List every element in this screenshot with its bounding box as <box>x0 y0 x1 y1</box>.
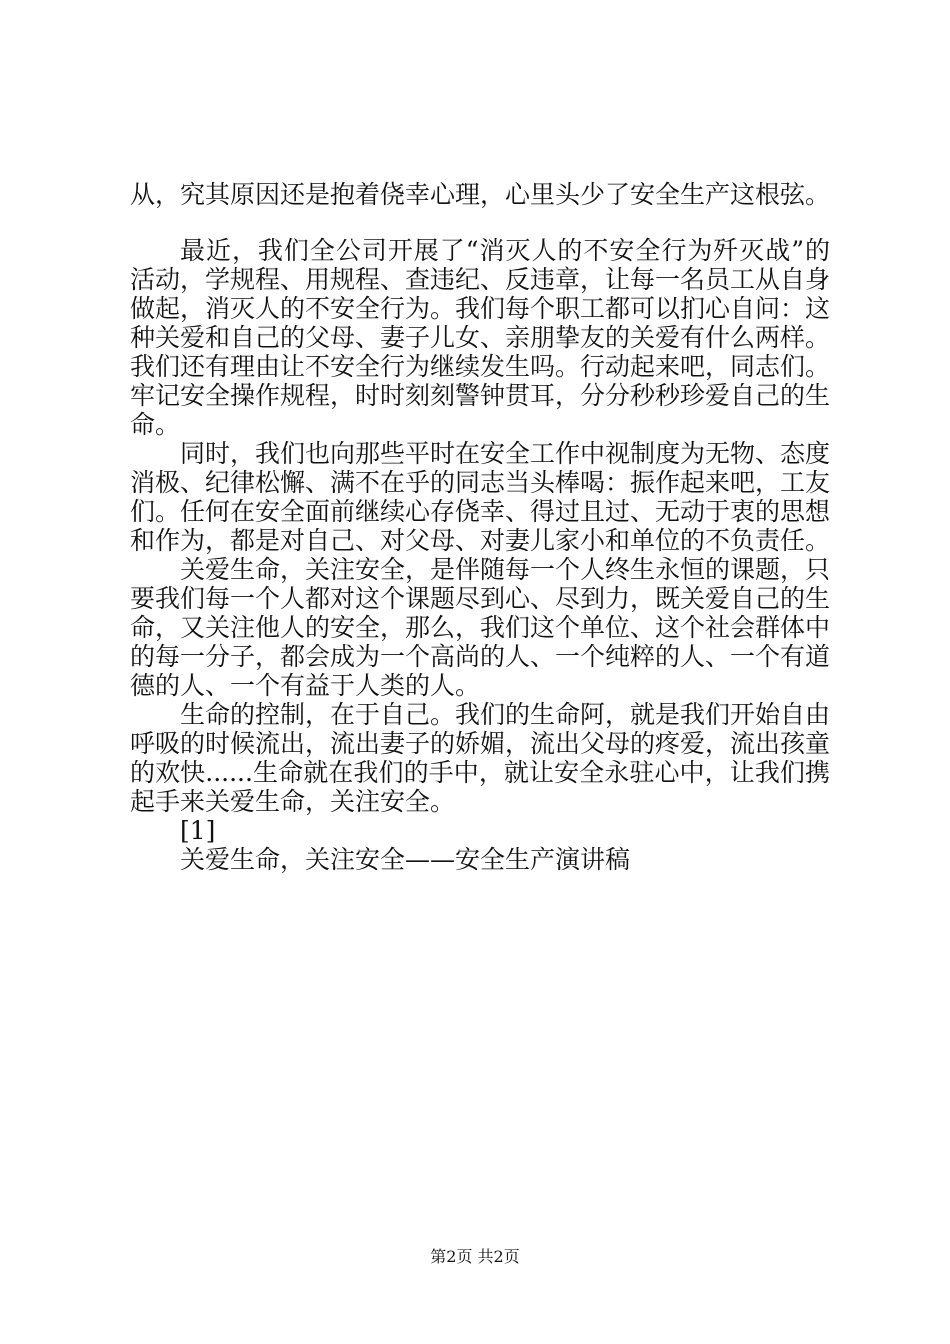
paragraph: 最近，我们全公司开展了“消灭人的不安全行为歼灭战”的活动，学规程、用规程、查违纪、反违章，让每一名员工从自身做起，消灭人的不安全行为。我们每个职工都可以扪心自问：这种关爱和自己的父母、妻子儿女、亲朋挚友的关爱有什么两样。我们还有理由让不安全行为继续发生吗。行动起来吧，同志们。牢记安全操作规程，时时刻刻警钟贯耳，分分秒秒珍爱自己的生命。 <box>130 236 831 439</box>
continuation-line: 从，究其原因还是抱着侥幸心理，心里头少了安全生产这根弦。 <box>130 180 831 209</box>
paragraph: 同时，我们也向那些平时在安全工作中视制度为无物、态度消极、纪律松懈、满不在乎的同志当头棒喝：振作起来吧，工友们。任何在安全面前继续心存侥幸、得过且过、无动于衷的思想和作为，都是对自己、对父母、对妻儿家小和单位的不负责任。 <box>130 439 831 555</box>
reference-marker: [1] <box>180 816 216 845</box>
paragraph: 生命的控制，在于自己。我们的生命阿，就是我们开始自由呼吸的时候流出，流出妻子的娇媚，流出父母的疼爱，流出孩童的欢快......生命就在我们的手中，就让安全永驻心中，让我们携起手来关爱生命，关注安全。 <box>130 700 831 816</box>
page-footer: 第2页 共2页 <box>430 1247 520 1266</box>
paragraph: 关爱生命，关注安全，是伴随每一个人终生永恒的课题，只要我们每一个人都对这个课题尽到心、尽到力，既关爱自己的生命，又关注他人的安全，那么，我们这个单位、这个社会群体中的每一分子，都会成为一个高尚的人、一个纯粹的人、一个有道德的人、一个有益于人类的人。 <box>130 555 831 700</box>
speech-title: 关爱生命，关注安全——安全生产演讲稿 <box>180 845 631 874</box>
body-text <box>130 236 830 874</box>
